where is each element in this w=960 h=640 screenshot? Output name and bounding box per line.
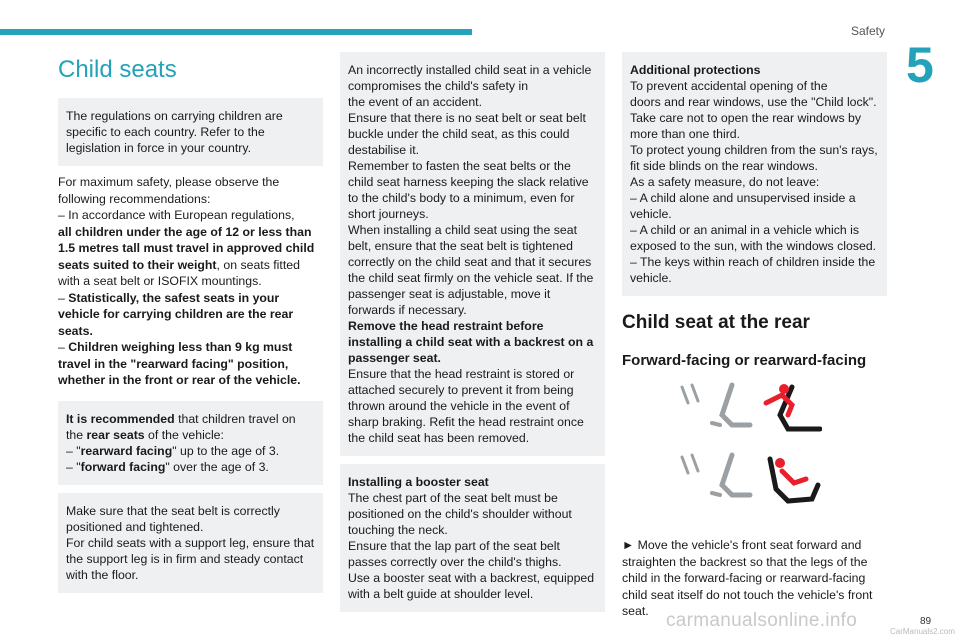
page-number: 89 xyxy=(920,616,932,627)
info-box-regulations xyxy=(58,98,323,166)
info-text-rest: legislation in force in your country. xyxy=(66,141,251,155)
child-seat-forward-icon xyxy=(672,449,822,511)
column-1 xyxy=(58,52,323,601)
warning-box-seatbelt: Make sure that the seat belt is correctly positioned and tightened. For child seats with a support leg, ensure that the support leg is in firm and steady contact with the floor. xyxy=(58,493,323,593)
warning-icon xyxy=(66,506,72,526)
info-icon xyxy=(66,112,72,132)
warning-box-booster: Installing a booster seat The chest part of the seat belt must be positioned on the child's shoulder without touching the neck. Ensure that the lap part of the seat belt passes correctly over the child's thighs. Use a booster seat with a backrest, equipped with a belt guide at shoulder level. xyxy=(340,464,605,612)
step-instruction: ► Move the vehicle's front seat forward and straighten the backrest so that the legs of the child in the forward-facing or rearward-facing child seat itself do not touch the vehicle's front seat. xyxy=(622,538,873,618)
info-box-rear-seats: It is recommended that children travel on the rear seats of the vehicle: – "rearward facing" up to the age of 3. – "forward facing" over the age of 3. xyxy=(58,401,323,485)
child-seat-illustration xyxy=(622,379,887,527)
section-label: Safety xyxy=(850,24,885,38)
child-seat-rearward-icon xyxy=(672,379,822,441)
watermark-small: CarManuals2.com xyxy=(890,627,955,636)
column-2 xyxy=(340,52,605,620)
watermark: carmanualsonline.info xyxy=(666,610,858,631)
info-text: The regulations on carrying children are specific to each country. Refer to the xyxy=(66,109,283,139)
warning-icon xyxy=(630,65,636,85)
warning-box-protections: Additional protections To prevent accidental opening of the doors and rear windows, use the "Child lock". Take care not to open the rear windows by more than one third. To protect young children from the sun's rays, fit side blinds on the rear windows. As a safety measure, do not leave: – A child alone and unsupervised inside a vehicle. – A child or an animal in a vehicle which is exposed to the sun, with the windows closed. – The keys within reach of children inside the vehicle. xyxy=(622,52,887,296)
column-3 xyxy=(622,52,887,632)
header-accent-bar xyxy=(0,29,472,35)
subsection-heading: Forward-facing or rearward-facing xyxy=(622,352,867,369)
warning-icon xyxy=(348,65,354,85)
section-heading: Child seat at the rear xyxy=(622,312,810,333)
recommendations: For maximum safety, please observe the following recommendations: – In accordance with European regulations, all children under the age of 12 or less than 1.5 metres tall must travel in approved child seats suited to their weight, on seats fitted with a seat belt or ISOFIX mountings. – Statistically, the safest seats in your vehicle for carrying children are the rear seats. – Children weighing less than 9 kg must travel in the "rearward facing" position, whether in the front or rear of the vehicle. xyxy=(58,174,323,389)
paragraph: For maximum safety, please observe the following recommendations: xyxy=(58,175,280,206)
warning-icon xyxy=(348,477,354,497)
page-title: Child seats xyxy=(58,56,177,83)
info-icon xyxy=(66,415,72,435)
chapter-number: 5 xyxy=(906,37,934,93)
warning-box-installation: An incorrectly installed child seat in a vehicle compromises the child's safety in the event of an accident. Ensure that there is no seat belt or seat belt buckle under the child seat, as this could destabilise it. Remember to fasten the seat belts or the child seat harness keeping the slack relative to the child's body to a minimum, even for short journeys. When installing a child seat using the seat belt, ensure that the seat belt is tightened correctly on the child seat and that it secures the child seat firmly on the vehicle seat. If the passenger seat is adjustable, move it forwards if necessary. Remove the head restraint before installing a child seat with a backrest on a passenger seat. Ensure that the head restraint is stored or attached securely to prevent it from being thrown around the vehicle in the event of sharp braking. Refit the head restraint once the child seat has been removed. xyxy=(340,52,605,456)
